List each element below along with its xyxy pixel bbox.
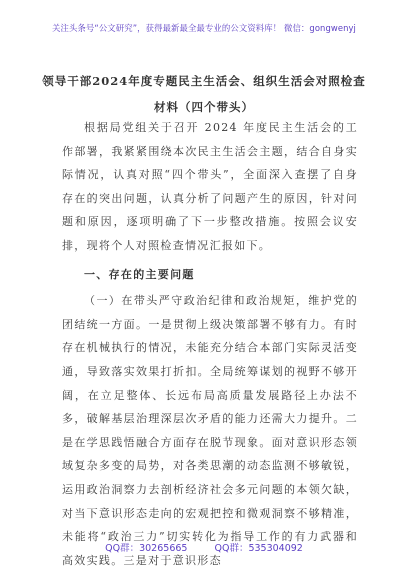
section-heading-problems: 一、存在的主要问题 xyxy=(84,267,195,281)
footer-contact xyxy=(0,540,408,554)
problems-paragraph: （一）在带头严守政治纪律和政治规矩，维护党的团结统一方面。一是贯彻上级决策部署不够有力。有时存在机械执行的情况，未能充分结合本部门实际灵活变通，导致落实效果打折扣。全局统筹谋划的视野不够开阔，在立足整体、长远布局高质量发展路径上办法不多，破解基层治理深层次矛盾的能力还需大力提升。二是在学思践悟融合方面存在脱节现象。面对意识形态领域复杂多变的局势，对各类思潮的动态监测不够敏锐，运用政治洞察力去剖析经济社会多元问题的本领欠缺，对当下意识形态走向的宏观把控和微观洞察不够精准，未能将“政治三力”切实转化为指导工作的有力武器和高效实践。三是对于意识形态 xyxy=(62,294,358,567)
intro-paragraph: 根据局党组关于召开 2024 年度民主生活会的工作部署，我紧紧围绕本次民主生活会主题，结合自身实际情况，认真对照“四个带头”，全面深入查摆了自身存在的突出问题，认真分析了问题产生的原因，针对问题和原因，逐项明确了下一步整改措施。按照会议安排，现将个人对照检查情况汇报如下。 xyxy=(62,121,358,252)
title-line-1: 领导干部2024年度专题民主生活会、组织生活会对照检查 xyxy=(42,74,366,88)
footer-qq-group-2: QQ群：535304092 xyxy=(214,543,303,554)
title-line-2: 材料（四个带头） xyxy=(154,100,254,114)
header-promo-note: 关注头条号“公文研究”，获得最新最全最专业的公文资料库！ 微信：gongwenyj xyxy=(52,23,356,33)
document-title xyxy=(40,68,368,120)
footer-qq-group-1: QQ群：30265665 xyxy=(105,543,188,554)
document-body xyxy=(62,116,358,572)
